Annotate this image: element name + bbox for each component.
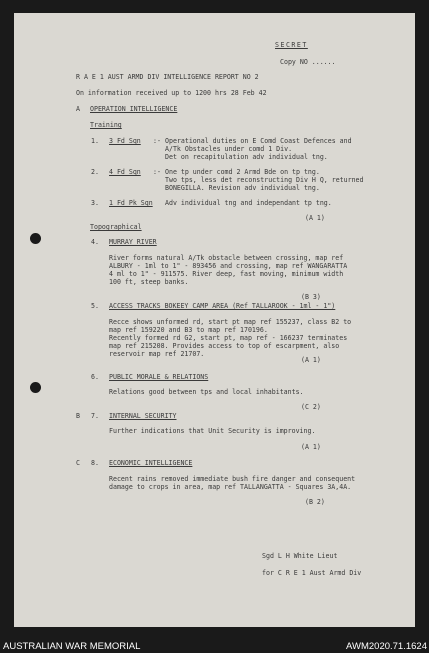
item-heading: INTERNAL SECURITY [109,412,177,420]
item-heading: MURRAY RIVER [109,238,157,246]
signature-line: Sgd L H White Lieut [262,552,338,560]
item-number: 5. [91,302,99,310]
grade: (A 1) [301,443,321,451]
item-body: Recce shows unformed rd, start pt map ref 155237, class B2 to map ref 159220 and B3 to map ref 170196. Recently formed rd G2, start pt, map ref - 166237 terminates map ref 215208. Provides access to top of escarpment, also reservoir map ref 21707. [109,318,352,358]
footer-bar [0,640,429,653]
item-number: 1. [91,137,99,145]
copy-number: Copy NO ...... [280,58,336,66]
item-heading: ECONOMIC INTELLIGENCE [109,459,193,467]
item-heading: PUBLIC MORALE & RELATIONS [109,373,209,381]
item-body: One tp under comd 2 Armd Bde on tp tng. Two tps, less det reconstructing Div H Q, returned BONEGILLA. Revision adv individual tng. [165,168,364,192]
info-line: On information received up to 1200 hrs 28 Feb 42 [76,89,267,97]
section-c-letter: C [76,459,80,467]
grade: (B 3) [301,293,321,301]
item-heading: ACCESS TRACKS BOKEEY CAMP AREA (Ref TALLAROOK - 1ml - 1") [109,302,336,310]
punch-hole [30,382,41,393]
item-number: 3. [91,199,99,207]
topographical-heading: Topographical [90,223,142,231]
grade: (A 1) [305,214,325,222]
grade: (B 2) [305,498,325,506]
report-title: R A E 1 AUST ARMD DIV INTELLIGENCE REPORT NO 2 [76,73,259,81]
accession-number: AWM2020.71.1624 [346,641,427,652]
punch-hole [30,233,41,244]
item-number: 6. [91,373,99,381]
item-body: Recent rains removed immediate bush fire danger and consequent damage to crops in area, map ref TALLANGATTA - Squares 3A,4A. [109,475,356,491]
grade: (A 1) [301,356,321,364]
item-body: Further indications that Unit Security is improving. [109,427,316,435]
signature-line: for C R E 1 Aust Armd Div [262,569,362,577]
section-a-heading: OPERATION INTELLIGENCE [90,105,178,113]
unit-name: 3 Fd Sqn [109,137,141,145]
section-b-letter: B [76,412,80,420]
unit-name: 1 Fd Pk Sqn [109,199,153,207]
item-number: 2. [91,168,99,176]
item-body: Operational duties on E Comd Coast Defences and A/Tk Obstacles under comd 1 Div. Det on recapitulation adv individual tng. [165,137,352,161]
archive-name: AUSTRALIAN WAR MEMORIAL [3,641,141,652]
grade: (C 2) [301,403,321,411]
separator: :- [153,168,161,176]
item-body: Relations good between tps and local inhabitants. [109,388,304,396]
separator: :- [153,137,161,145]
item-number: 8. [91,459,99,467]
item-body: River forms natural A/Tk obstacle between crossing, map ref ALBURY - 1ml to 1" - 893456 and crossing, map ref WANGARATTA 4 ml to 1" - 911575. River deep, fast moving, minimum width 100 ft, steep banks. [109,254,348,286]
item-number: 7. [91,412,99,420]
training-heading: Training [90,121,122,129]
item-body: Adv individual tng and independant tp tng. [165,199,332,207]
item-number: 4. [91,238,99,246]
section-a-letter: A [76,105,80,113]
unit-name: 4 Fd Sqn [109,168,141,176]
classification: SECRET [275,41,308,49]
document-page [14,13,415,627]
